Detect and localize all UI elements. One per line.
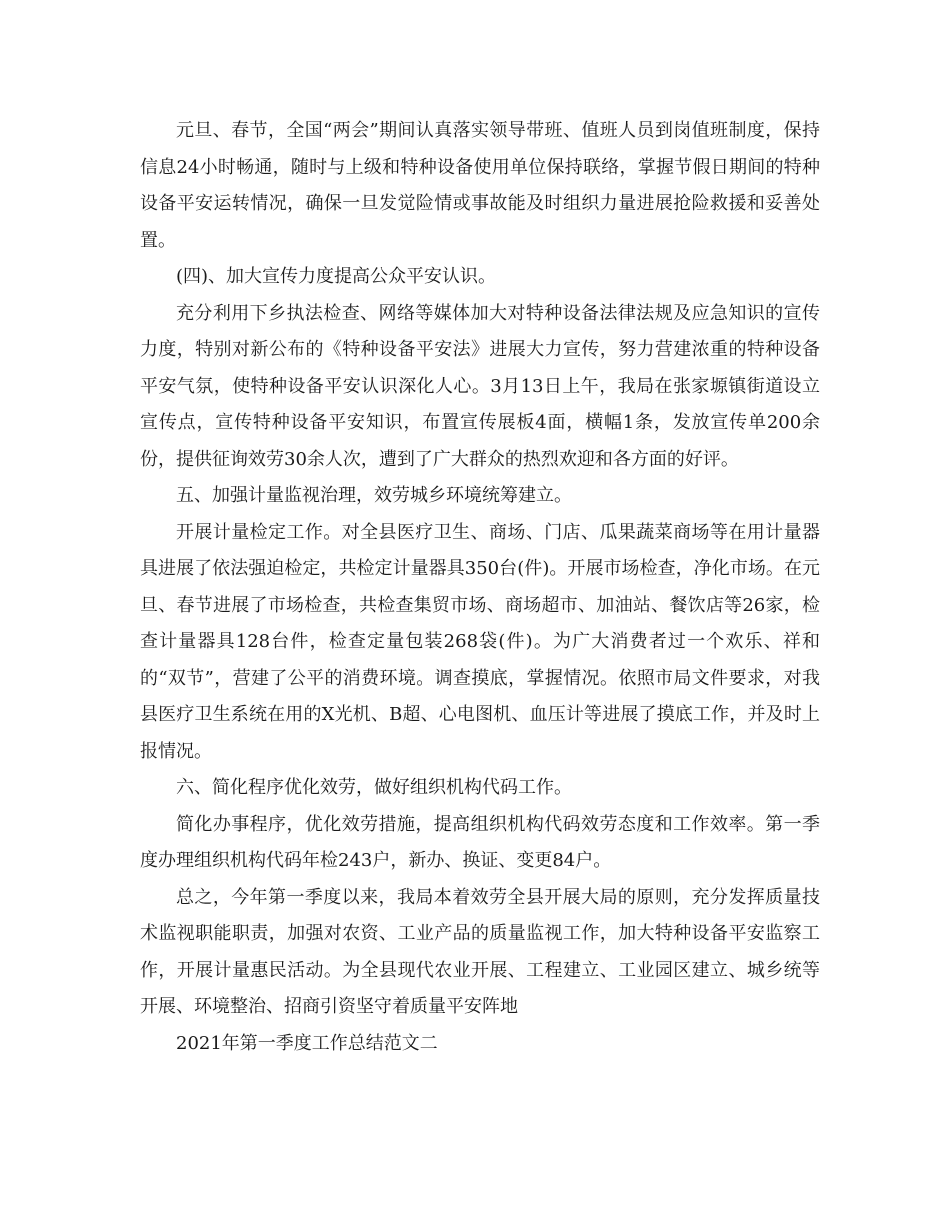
paragraph-next-title: 2021年第一季度工作总结范文二	[176, 1032, 438, 1054]
heading-metrology: 五、加强计量监视治理，效劳城乡环境统筹建立。	[176, 485, 572, 506]
heading-publicity: (四)、加大宣传力度提高公众平安认识。	[176, 266, 497, 287]
paragraph-metrology: 开展计量检定工作。对全县医疗卫生、商场、门店、瓜果蔬菜商场等在用计量器具进展了依法强迫检定，共检定计量器具350台(件)。开展市场检查，净化市场。在元旦、春节进展了市场检查，共检查集贸市场、商场超市、加油站、餐饮店等26家，检查计量器具128台件，检查定量包装268袋(件)。为广大消费者过一个欢乐、祥和的“双节”，营建了公平的消费环境。调查摸底，掌握情况。依照市局文件要求，对我县医疗卫生系统在用的X光机、B超、心电图机、血压计等进展了摸底工作，并及时上报情况。	[140, 521, 820, 762]
paragraph-publicity: 充分利用下乡执法检查、网络等媒体加大对特种设备法律法规及应急知识的宣传力度，特别对新公布的《特种设备平安法》进展大力宣传，努力营建浓重的特种设备平安气氛，使特种设备平安认识深化人心。3月13日上午，我局在张家塬镇街道设立宣传点，宣传特种设备平安知识，布置宣传展板4面，横幅1条，发放宣传单200余份，提供征询效劳30余人次，遭到了广大群众的热烈欢迎和各方面的好评。	[140, 302, 820, 470]
document-body	[140, 113, 820, 1062]
paragraph-summary: 总之，今年第一季度以来，我局本着效劳全县开展大局的原则，充分发挥质量技术监视职能职责，加强对农资、工业产品的质量监视工作，加大特种设备平安监察工作，开展计量惠民活动。为全县现代农业开展、工程建立、工业园区建立、城乡统等开展、环境整治、招商引资坚守着质量平安阵地	[140, 886, 820, 1017]
heading-organization-code: 六、简化程序优化效劳，做好组织机构代码工作。	[176, 777, 572, 798]
paragraph-holiday-duty: 元旦、春节，全国“两会”期间认真落实领导带班、值班人员到岗值班制度，保持信息24小时畅通，随时与上级和特种设备使用单位保持联络，掌握节假日期间的特种设备平安运转情况，确保一旦发觉险情或事故能及时组织力量进展抢险救援和妥善处置。	[140, 120, 820, 251]
paragraph-organization-code: 简化办事程序，优化效劳措施，提高组织机构代码效劳态度和工作效率。第一季度办理组织机构代码年检243户，新办、换证、变更84户。	[140, 813, 820, 871]
